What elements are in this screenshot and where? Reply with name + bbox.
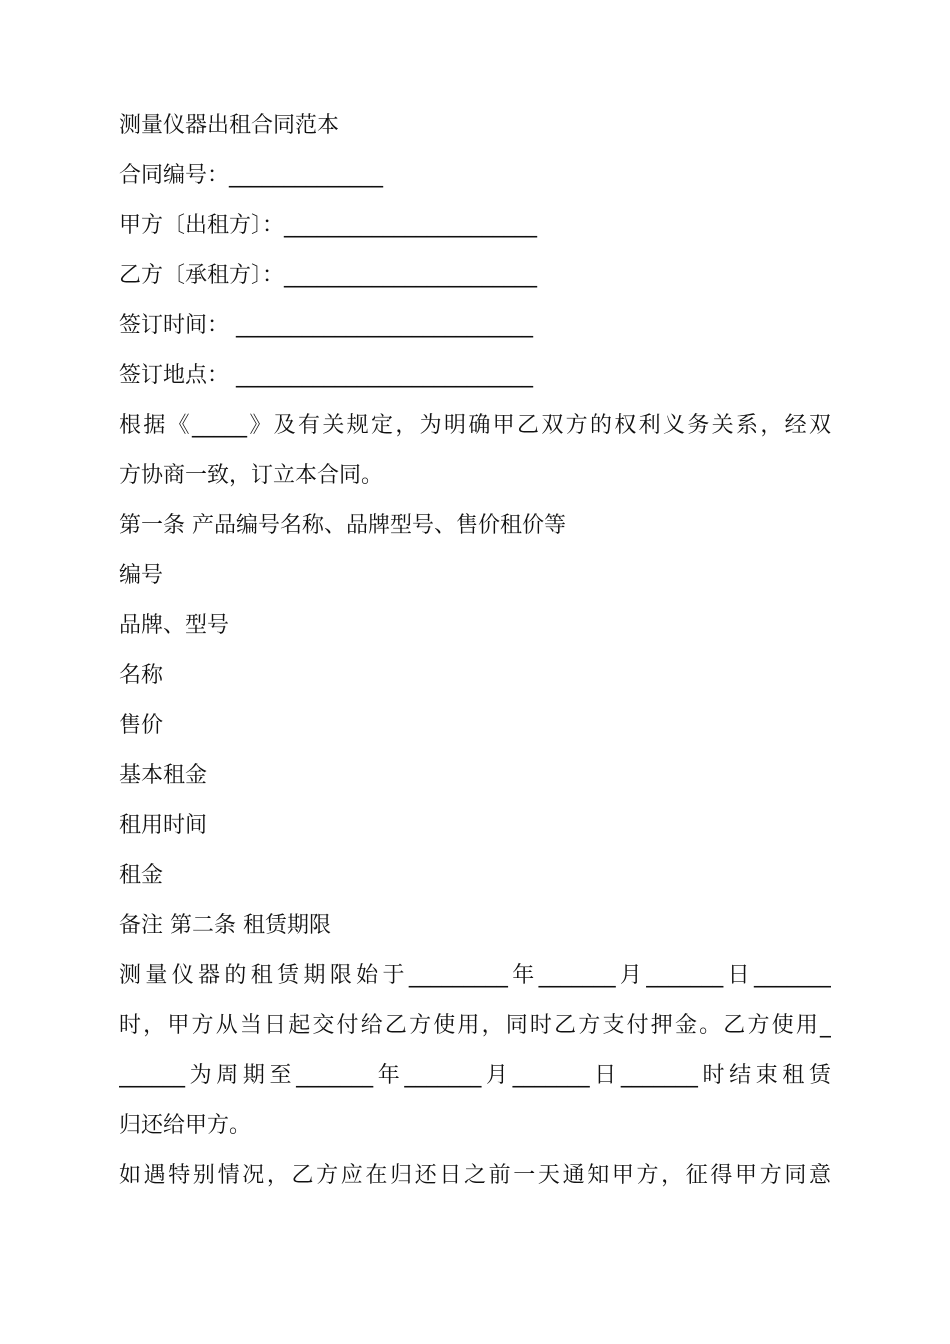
sign-time-field: 签订时间： ___________________________ [119, 313, 533, 338]
party-b-field: 乙方〔承租方〕：_______________________ [119, 263, 538, 288]
item-price-label: 售价 [119, 713, 164, 738]
term-line-4: 归还给甲方。 [119, 1113, 252, 1138]
preamble-line-1: 根据《_____》及有关规定，为明确甲乙双方的权利义务关系，经双 [119, 413, 831, 438]
term-line-3: ______为周期至_______年_______月_______日_______时结束租赁 [119, 1063, 831, 1088]
item-rent-label: 租金 [119, 863, 164, 888]
term-line-2: 时，甲方从当日起交付给乙方使用，同时乙方支付押金。乙方使用_ [119, 1013, 831, 1038]
article-1-heading: 第一条 产品编号名称、品牌型号、售价租价等 [119, 513, 566, 538]
remark-article-2-heading: 备注 第二条 租赁期限 [119, 913, 331, 938]
item-rent-time-label: 租用时间 [119, 813, 208, 838]
party-a-field: 甲方〔出租方〕：_______________________ [119, 213, 538, 238]
preamble-line-2: 方协商一致，订立本合同。 [119, 463, 384, 488]
item-brand-model-label: 品牌、型号 [119, 613, 230, 638]
special-circumstances-line: 如遇特别情况，乙方应在归还日之前一天通知甲方，征得甲方同意 [119, 1163, 831, 1188]
term-line-1: 测量仪器的租赁期限始于_________年_______月_______日_______ [119, 963, 831, 988]
sign-place-field: 签订地点： ___________________________ [119, 363, 533, 388]
contract-number-field: 合同编号：______________ [119, 163, 384, 188]
item-base-rent-label: 基本租金 [119, 763, 208, 788]
item-number-label: 编号 [119, 563, 164, 588]
document-title: 测量仪器出租合同范本 [119, 113, 340, 138]
item-name-label: 名称 [119, 663, 164, 688]
